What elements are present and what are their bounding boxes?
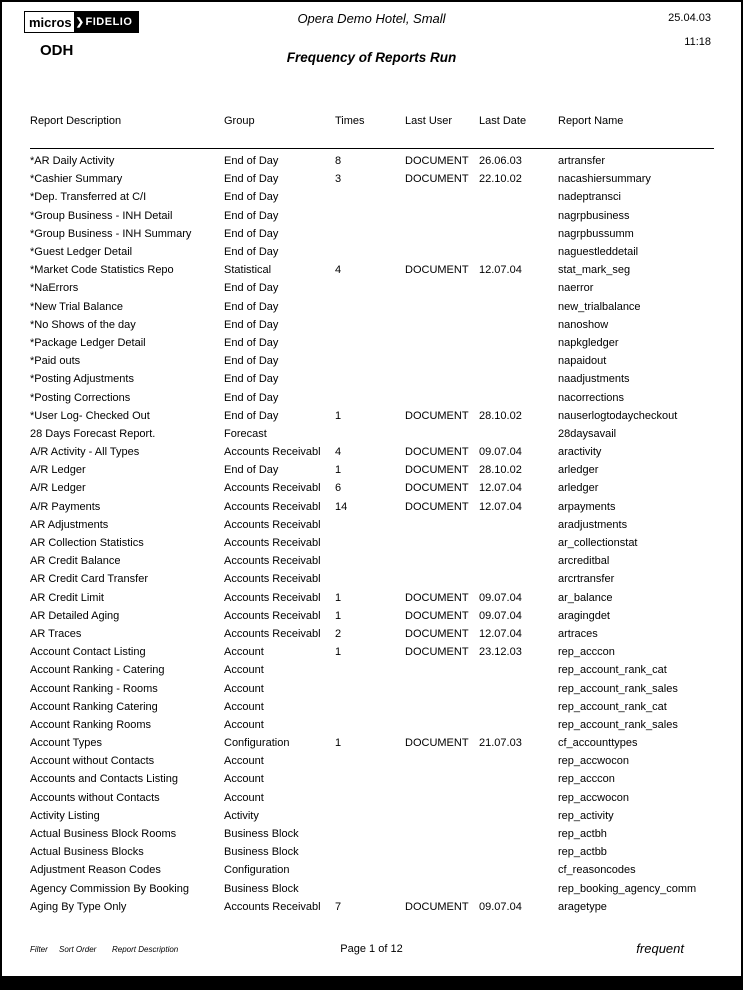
last-user-cell: DOCUMENT: [405, 446, 469, 459]
group-cell: Accounts Receivabl: [224, 900, 321, 913]
last-user-cell: DOCUMENT: [405, 173, 469, 186]
report-description-cell: *User Log- Checked Out: [30, 409, 150, 422]
last-date-cell: 22.10.02: [479, 173, 522, 186]
report-name-cell: arledger: [558, 464, 599, 477]
report-name-cell: artraces: [558, 627, 598, 640]
report-description-cell: *Guest Ledger Detail: [30, 246, 133, 259]
group-cell: Account: [224, 664, 264, 677]
report-name-cell: stat_mark_seg: [558, 264, 631, 277]
table-row: [2, 370, 741, 388]
report-name-cell: arcrtransfer: [558, 573, 615, 586]
table-row: [2, 352, 741, 370]
group-cell: Business Block: [224, 828, 299, 841]
group-cell: Accounts Receivabl: [224, 482, 321, 495]
times-cell: 1: [335, 464, 342, 477]
report-name-cell: rep_actbh: [558, 828, 607, 841]
report-name-cell: nacashiersummary: [558, 173, 651, 186]
table-row: [2, 279, 741, 297]
table-row: [2, 843, 741, 861]
table-row: [2, 770, 741, 788]
last-date-cell: 12.07.04: [479, 500, 522, 513]
report-description-cell: *Posting Adjustments: [30, 373, 134, 386]
report-description-cell: AR Traces: [30, 627, 82, 640]
footer-sort-order-value: Report Description: [112, 945, 179, 954]
table-body: [2, 152, 741, 916]
group-cell: Account: [224, 755, 264, 768]
report-description-cell: Account Ranking - Rooms: [30, 682, 158, 695]
group-cell: Account: [224, 791, 264, 804]
report-description-cell: Account Ranking Catering: [30, 700, 158, 713]
report-description-cell: *Paid outs: [30, 355, 81, 368]
column-header-last-user: Last User: [405, 115, 453, 127]
column-header-last-date: Last Date: [479, 115, 527, 127]
report-name-cell: nadeptransci: [558, 191, 621, 204]
hotel-name: Opera Demo Hotel, Small: [297, 11, 446, 26]
times-cell: 3: [335, 173, 342, 186]
report-name-cell: nauserlogtodaycheckout: [558, 409, 678, 422]
logo-fidelio-text: FIDELIO: [85, 16, 133, 28]
report-description-cell: *Group Business - INH Summary: [30, 227, 192, 240]
last-date-cell: 26.06.03: [479, 155, 522, 168]
table-row: [2, 479, 741, 497]
table-row: [2, 443, 741, 461]
table-row: [2, 516, 741, 534]
table-row: [2, 643, 741, 661]
group-cell: Accounts Receivabl: [224, 573, 321, 586]
report-description-cell: Aging By Type Only: [30, 900, 127, 913]
group-cell: End of Day: [224, 155, 279, 168]
report-name-cell: aragingdet: [558, 609, 610, 622]
table-row: [2, 570, 741, 588]
report-name-cell: rep_account_rank_sales: [558, 718, 678, 731]
group-cell: Forecast: [224, 427, 267, 440]
report-description-cell: *Dep. Transferred at C/I: [30, 191, 147, 204]
report-description-cell: Account Ranking - Catering: [30, 664, 165, 677]
report-description-cell: *AR Daily Activity: [30, 155, 115, 168]
report-description-cell: A/R Ledger: [30, 482, 86, 495]
column-header-times: Times: [335, 115, 365, 127]
report-name-cell: arledger: [558, 482, 599, 495]
last-date-cell: 12.07.04: [479, 482, 522, 495]
group-cell: Accounts Receivabl: [224, 537, 321, 550]
report-name-cell: rep_accwocon: [558, 755, 629, 768]
report-name-cell: rep_accwocon: [558, 791, 629, 804]
table-row: [2, 880, 741, 898]
report-name-cell: nagrpbusiness: [558, 209, 630, 222]
last-user-cell: DOCUMENT: [405, 464, 469, 477]
group-cell: End of Day: [224, 300, 279, 313]
report-description-cell: *Cashier Summary: [30, 173, 123, 186]
group-cell: Accounts Receivabl: [224, 518, 321, 531]
last-date-cell: 09.07.04: [479, 446, 522, 459]
report-name-cell: napkgledger: [558, 336, 619, 349]
report-description-cell: AR Credit Balance: [30, 555, 121, 568]
table-row: [2, 589, 741, 607]
group-cell: Accounts Receivabl: [224, 555, 321, 568]
report-name-cell: nanoshow: [558, 318, 609, 331]
group-cell: End of Day: [224, 246, 279, 259]
report-description-cell: Agency Commission By Booking: [30, 882, 189, 895]
group-cell: End of Day: [224, 318, 279, 331]
property-code: ODH: [40, 42, 74, 59]
report-name-cell: new_trialbalance: [558, 300, 641, 313]
last-date-cell: 21.07.03: [479, 737, 522, 750]
report-name-cell: naadjustments: [558, 373, 630, 386]
report-name-cell: cf_accounttypes: [558, 737, 638, 750]
table-row: [2, 388, 741, 406]
report-name-cell: artransfer: [558, 155, 606, 168]
report-description-cell: Account Contact Listing: [30, 646, 146, 659]
table-row: [2, 661, 741, 679]
group-cell: Accounts Receivabl: [224, 500, 321, 513]
report-title: Frequency of Reports Run: [286, 50, 457, 65]
table-row: [2, 425, 741, 443]
last-user-cell: DOCUMENT: [405, 627, 469, 640]
times-cell: 1: [335, 737, 342, 750]
last-user-cell: DOCUMENT: [405, 646, 469, 659]
page-indicator: Page 1 of 12: [340, 943, 403, 955]
last-date-cell: 12.07.04: [479, 264, 522, 277]
group-cell: Account: [224, 682, 264, 695]
column-header-report-description: Report Description: [30, 115, 122, 127]
table-row: [2, 625, 741, 643]
table-row: [2, 334, 741, 352]
report-name-cell: rep_account_rank_cat: [558, 664, 667, 677]
report-name-cell: nacorrections: [558, 391, 625, 404]
group-cell: Accounts Receivabl: [224, 591, 321, 604]
last-date-cell: 28.10.02: [479, 409, 522, 422]
report-description-cell: *New Trial Balance: [30, 300, 123, 313]
last-user-cell: DOCUMENT: [405, 264, 469, 277]
report-description-cell: *Market Code Statistics Repo: [30, 264, 174, 277]
report-description-cell: *Posting Corrections: [30, 391, 131, 404]
report-name-cell: rep_acccon: [558, 773, 615, 786]
table-row: [2, 534, 741, 552]
last-user-cell: DOCUMENT: [405, 737, 469, 750]
table-row: [2, 898, 741, 916]
table-row: [2, 407, 741, 425]
group-cell: End of Day: [224, 409, 279, 422]
report-description-cell: Account Types: [30, 737, 102, 750]
table-row: [2, 225, 741, 243]
report-description-cell: 28 Days Forecast Report.: [30, 427, 156, 440]
group-cell: End of Day: [224, 464, 279, 477]
table-row: [2, 607, 741, 625]
report-description-cell: A/R Activity - All Types: [30, 446, 140, 459]
table-row: [2, 188, 741, 206]
times-cell: 8: [335, 155, 342, 168]
bottom-border-bar: [2, 976, 741, 988]
report-description-cell: Accounts and Contacts Listing: [30, 773, 178, 786]
table-row: [2, 170, 741, 188]
last-user-cell: DOCUMENT: [405, 409, 469, 422]
times-cell: 7: [335, 900, 342, 913]
group-cell: End of Day: [224, 355, 279, 368]
group-cell: Configuration: [224, 864, 290, 877]
group-cell: End of Day: [224, 209, 279, 222]
report-description-cell: AR Credit Limit: [30, 591, 104, 604]
report-name-cell: rep_account_rank_cat: [558, 700, 667, 713]
times-cell: 1: [335, 646, 342, 659]
column-header-report-name: Report Name: [558, 115, 624, 127]
last-user-cell: DOCUMENT: [405, 155, 469, 168]
last-date-cell: 23.12.03: [479, 646, 522, 659]
report-name-cell: arpayments: [558, 500, 616, 513]
group-cell: Configuration: [224, 737, 290, 750]
report-description-cell: Account without Contacts: [30, 755, 155, 768]
report-name-cell: rep_acccon: [558, 646, 615, 659]
report-name-cell: aragetype: [558, 900, 607, 913]
report-name-cell: ar_collectionstat: [558, 537, 638, 550]
last-user-cell: DOCUMENT: [405, 500, 469, 513]
last-user-cell: DOCUMENT: [405, 591, 469, 604]
times-cell: 1: [335, 591, 342, 604]
report-name-cell: aradjustments: [558, 518, 628, 531]
footer-sort-order-label: Sort Order: [59, 945, 97, 954]
table-header-row: [2, 115, 741, 127]
table-row: [2, 316, 741, 334]
report-description-cell: Account Ranking Rooms: [30, 718, 152, 731]
report-description-cell: *Group Business - INH Detail: [30, 209, 173, 222]
report-description-cell: A/R Ledger: [30, 464, 86, 477]
last-date-cell: 09.07.04: [479, 900, 522, 913]
report-name-cell: 28daysavail: [558, 427, 617, 440]
report-name-cell: naerror: [558, 282, 594, 295]
table-row: [2, 207, 741, 225]
report-description-cell: AR Credit Card Transfer: [30, 573, 148, 586]
group-cell: Business Block: [224, 846, 299, 859]
report-description-cell: A/R Payments: [30, 500, 101, 513]
report-description-cell: AR Detailed Aging: [30, 609, 120, 622]
times-cell: 14: [335, 500, 348, 513]
group-cell: End of Day: [224, 227, 279, 240]
group-cell: Business Block: [224, 882, 299, 895]
report-description-cell: *NaErrors: [30, 282, 79, 295]
group-cell: End of Day: [224, 373, 279, 386]
group-cell: Account: [224, 718, 264, 731]
table-row: [2, 679, 741, 697]
times-cell: 6: [335, 482, 342, 495]
column-header-group: Group: [224, 115, 255, 127]
report-name-cell: aractivity: [558, 446, 602, 459]
report-name-cell: napaidout: [558, 355, 607, 368]
last-date-cell: 09.07.04: [479, 609, 522, 622]
group-cell: End of Day: [224, 336, 279, 349]
last-date-cell: 09.07.04: [479, 591, 522, 604]
group-cell: Activity: [224, 809, 259, 822]
header-rule: [30, 148, 714, 149]
group-cell: End of Day: [224, 191, 279, 204]
table-row: [2, 734, 741, 752]
report-description-cell: *Package Ledger Detail: [30, 336, 146, 349]
table-row: [2, 498, 741, 516]
table-row: [2, 752, 741, 770]
table-row: [2, 243, 741, 261]
group-cell: Account: [224, 700, 264, 713]
chevron-right-icon: ❯: [75, 16, 85, 28]
report-description-cell: Accounts without Contacts: [30, 791, 160, 804]
group-cell: Accounts Receivabl: [224, 609, 321, 622]
report-description-cell: AR Adjustments: [30, 518, 109, 531]
run-date: 25.04.03: [668, 12, 711, 24]
group-cell: End of Day: [224, 391, 279, 404]
table-row: [2, 807, 741, 825]
report-name-cell: nagrpbussumm: [558, 227, 634, 240]
last-date-cell: 12.07.04: [479, 627, 522, 640]
logo-micros-text: micros: [25, 12, 74, 32]
report-name-cell: rep_account_rank_sales: [558, 682, 678, 695]
last-user-cell: DOCUMENT: [405, 609, 469, 622]
table-row: [2, 789, 741, 807]
report-name-cell: arcreditbal: [558, 555, 610, 568]
report-name-cell: rep_booking_agency_comm: [558, 882, 697, 895]
table-row: [2, 261, 741, 279]
group-cell: Account: [224, 646, 264, 659]
table-row: [2, 552, 741, 570]
group-cell: Accounts Receivabl: [224, 627, 321, 640]
footer-filter-label: Filter: [30, 945, 48, 954]
table-row: [2, 152, 741, 170]
table-row: [2, 698, 741, 716]
group-cell: End of Day: [224, 173, 279, 186]
times-cell: 4: [335, 264, 342, 277]
group-cell: Statistical: [224, 264, 272, 277]
table-row: [2, 461, 741, 479]
last-user-cell: DOCUMENT: [405, 482, 469, 495]
report-name-cell: rep_actbb: [558, 846, 607, 859]
times-cell: 1: [335, 409, 342, 422]
report-name-cell: rep_activity: [558, 809, 614, 822]
report-description-cell: Activity Listing: [30, 809, 100, 822]
report-description-cell: Actual Business Blocks: [30, 846, 144, 859]
report-name-cell: cf_reasoncodes: [558, 864, 636, 877]
times-cell: 2: [335, 627, 342, 640]
table-row: [2, 716, 741, 734]
report-name-cell: ar_balance: [558, 591, 613, 604]
table-row: [2, 298, 741, 316]
times-cell: 4: [335, 446, 342, 459]
times-cell: 1: [335, 609, 342, 622]
report-file-name: frequent: [636, 941, 684, 956]
group-cell: Accounts Receivabl: [224, 446, 321, 459]
group-cell: Account: [224, 773, 264, 786]
last-user-cell: DOCUMENT: [405, 900, 469, 913]
report-description-cell: Adjustment Reason Codes: [30, 864, 161, 877]
last-date-cell: 28.10.02: [479, 464, 522, 477]
table-row: [2, 825, 741, 843]
run-time: 11:18: [684, 36, 711, 48]
report-name-cell: naguestleddetail: [558, 246, 639, 259]
report-description-cell: Actual Business Block Rooms: [30, 828, 177, 841]
group-cell: End of Day: [224, 282, 279, 295]
report-description-cell: *No Shows of the day: [30, 318, 136, 331]
report-description-cell: AR Collection Statistics: [30, 537, 144, 550]
table-row: [2, 861, 741, 879]
